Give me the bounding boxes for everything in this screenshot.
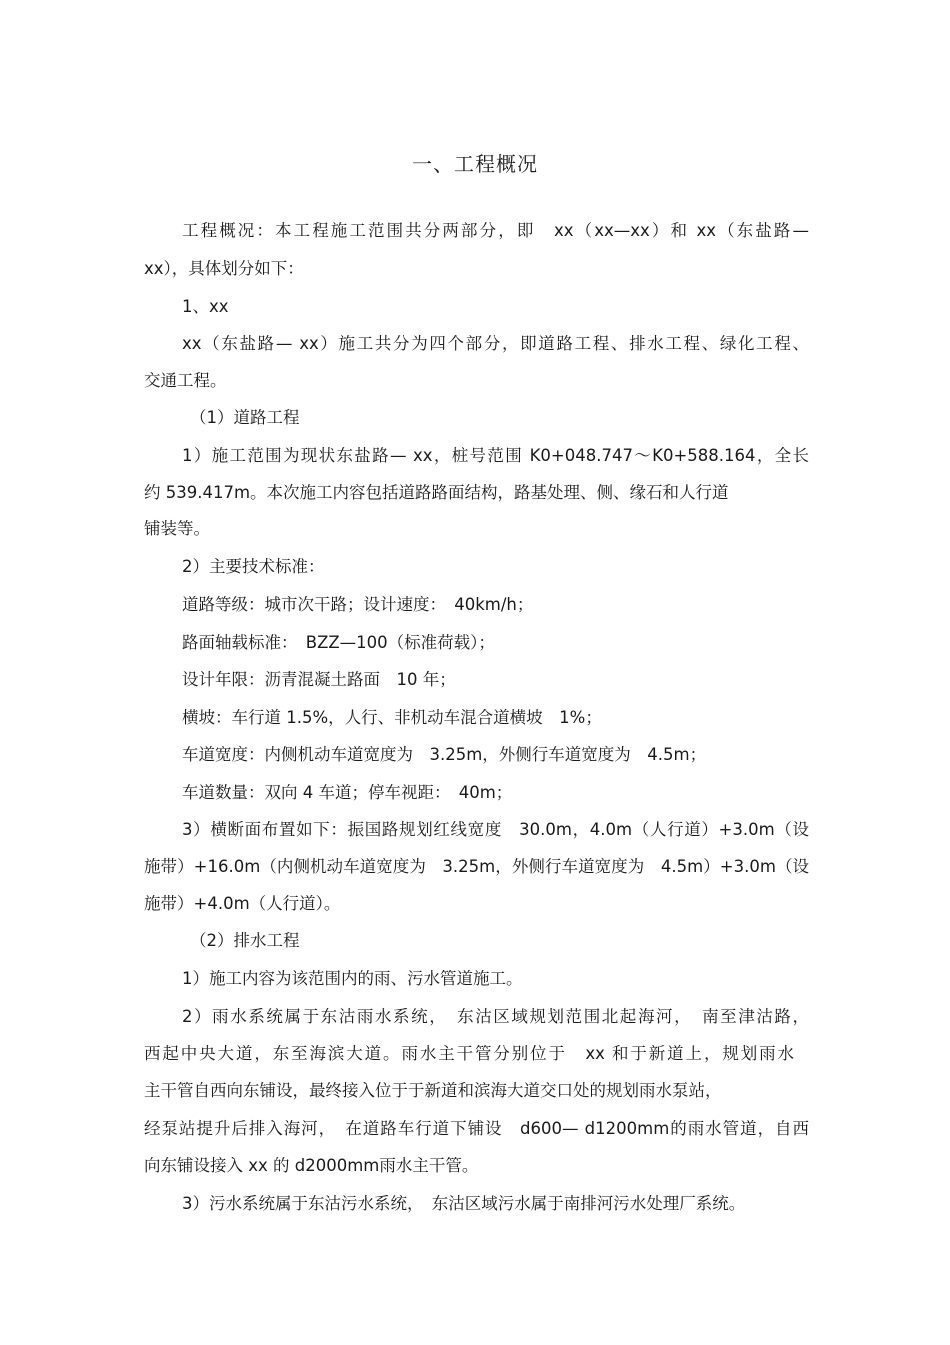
paragraph-line: 主干管自西向东铺设，最终接入位于于新道和滨海大道交口处的规划雨水泵站，: [144, 1081, 722, 1100]
subsection-heading: （2）排水工程: [190, 931, 300, 950]
paragraph-line: 路面轴载标准： BZZ—100（标准荷载）；: [182, 633, 495, 652]
paragraph-line: 1、xx: [182, 297, 229, 316]
paragraph-line: 设计年限：沥青混凝土路面 10 年；: [182, 670, 456, 689]
paragraph-line: 1）施工范围为现状东盐路— xx，桩号范围 K0+048.747～K0+588.164，全长: [182, 446, 809, 465]
paragraph-line: 铺装等。: [144, 519, 210, 538]
paragraph-line: 交通工程。: [144, 371, 227, 390]
paragraph-line: 施带）+16.0m（内侧机动车道宽度为 3.25m，外侧行车道宽度为 4.5m）+3.0m（设: [144, 857, 809, 876]
subsection-heading: （1）道路工程: [190, 408, 300, 427]
paragraph-line: xx），具体划分如下：: [144, 259, 304, 278]
paragraph-line: 西起中央大道，东至海滨大道。雨水主干管分别位于 xx 和于新道上，规划雨水: [144, 1044, 794, 1063]
paragraph-line: 1）施工内容为该范围内的雨、污水管道施工。: [182, 969, 523, 988]
section-title: 一、工程概况: [412, 152, 538, 176]
paragraph-line: 向东铺设接入 xx 的 d2000mm雨水主干管。: [144, 1156, 479, 1175]
paragraph-line: 3）污水系统属于东沽污水系统， 东沽区域污水属于南排河污水处理厂系统。: [182, 1194, 746, 1213]
paragraph-line: 横坡：车行道 1.5%，人行、非机动车混合道横坡 1%；: [182, 708, 602, 727]
paragraph-line: 车道数量：双向 4 车道；停车视距： 40m；: [182, 783, 513, 802]
paragraph-line: 道路等级：城市次干路；设计速度： 40km/h；: [182, 595, 534, 614]
paragraph-line: xx（东盐路— xx）施工共分为四个部分，即道路工程、排水工程、绿化工程、: [182, 334, 809, 353]
paragraph-line: 约 539.417m。本次施工内容包括道路路面结构，路基处理、侧、缘石和人行道: [144, 483, 729, 502]
paragraph-line: 施带）+4.0m（人行道）。: [144, 894, 341, 913]
paragraph-line: 经泵站提升后排入海河， 在道路车行道下铺设 d600— d1200mm的雨水管道，自西: [144, 1119, 809, 1138]
paragraph-line: 工程概况：本工程施工范围共分两部分，即 xx（xx—xx）和 xx（东盐路—: [182, 221, 809, 240]
paragraph-line: 2）雨水系统属于东沽雨水系统， 东沽区域规划范围北起海河， 南至津沽路，: [182, 1007, 809, 1026]
paragraph-line: 2）主要技术标准：: [182, 557, 325, 576]
paragraph-line: 3）横断面布置如下：振国路规划红线宽度 30.0m，4.0m（人行道）+3.0m（设: [182, 820, 809, 839]
paragraph-line: 车道宽度：内侧机动车道宽度为 3.25m，外侧行车道宽度为 4.5m；: [182, 745, 707, 764]
